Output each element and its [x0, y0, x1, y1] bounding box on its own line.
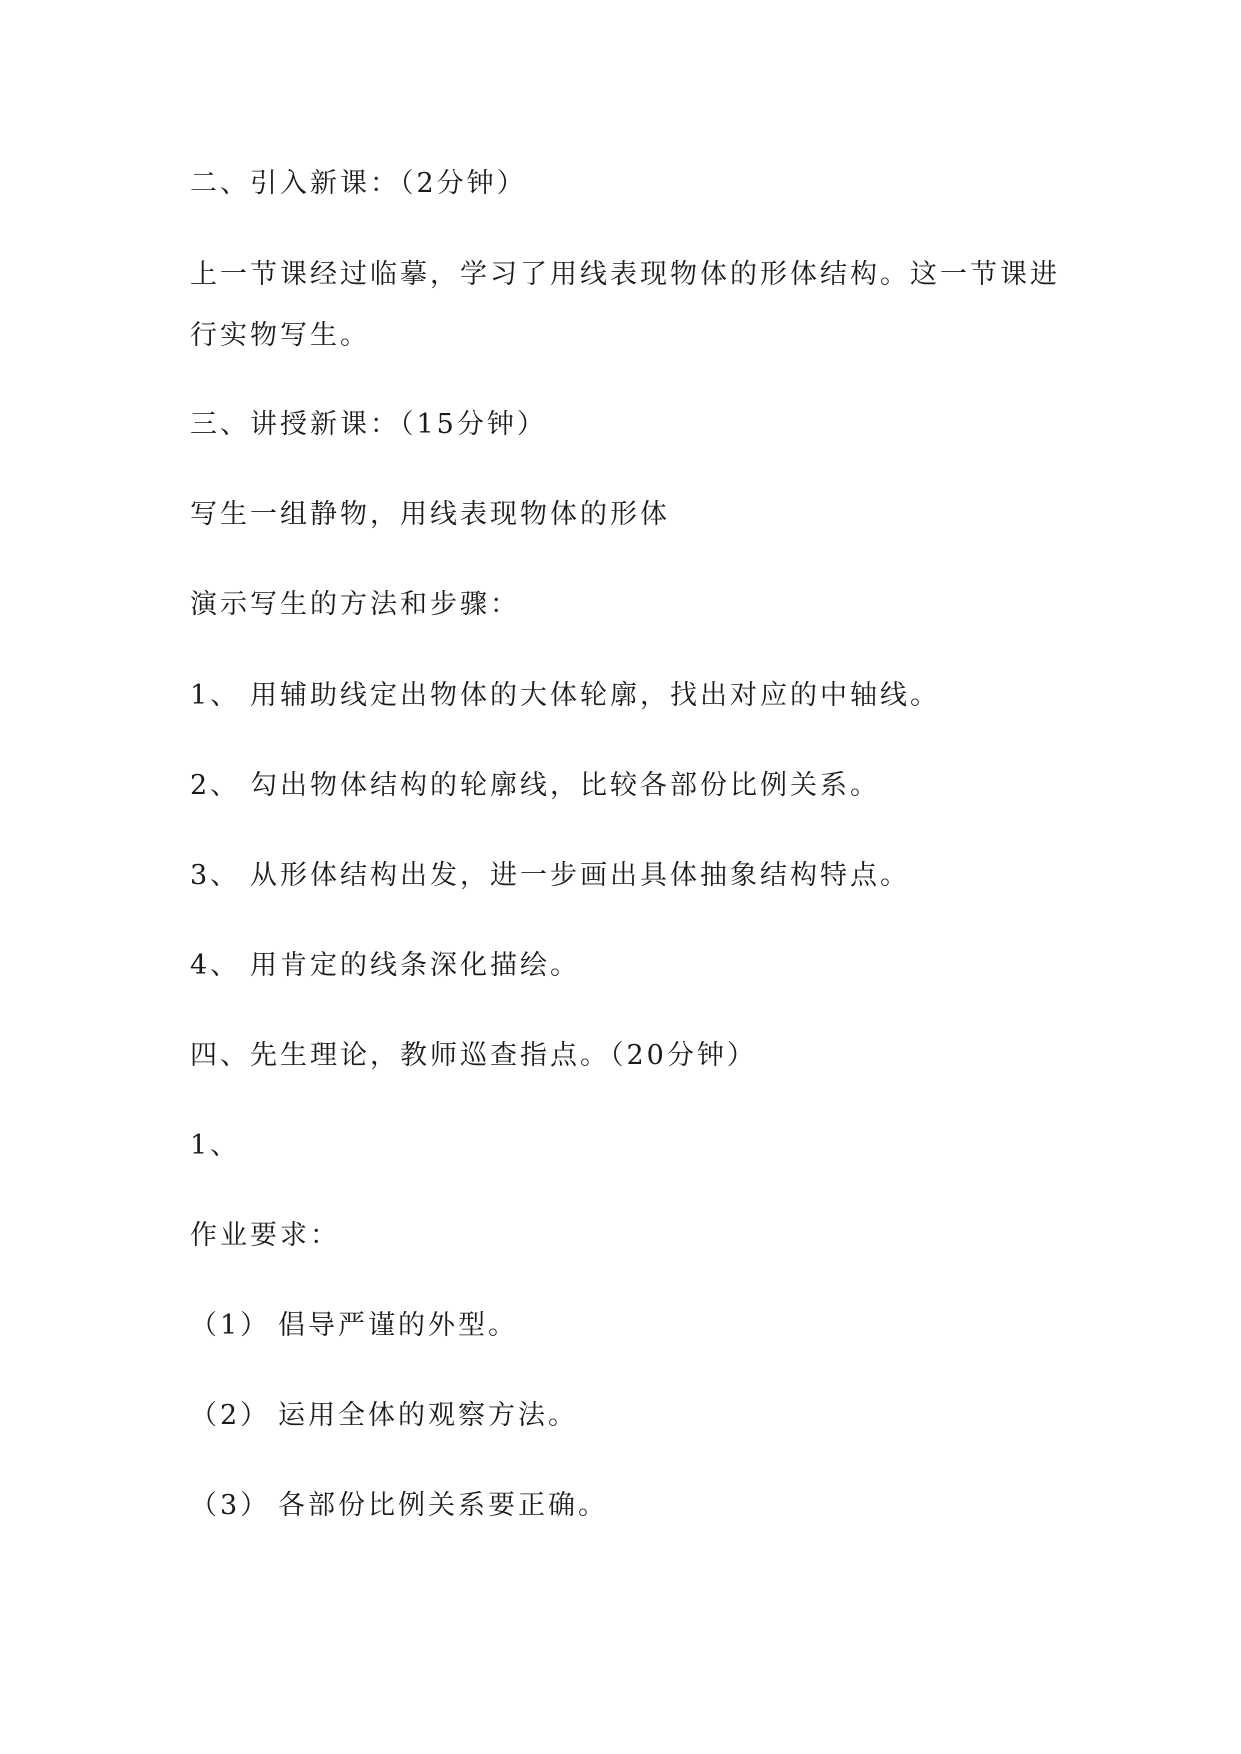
step-number: 4、	[190, 950, 241, 981]
requirement-item	[190, 1398, 578, 1434]
section-heading-practice: 四、先生理论，教师巡查指点。（20分钟）	[190, 1040, 757, 1071]
step-item	[190, 948, 580, 984]
requirement-number: （3）	[190, 1490, 271, 1521]
step-number: 2、	[190, 770, 241, 801]
list-marker: 1、	[190, 1130, 241, 1161]
section-heading-introduce: 二、引入新课：（2分钟）	[190, 168, 527, 199]
section-heading-teach: 三、讲授新课：（15分钟）	[190, 409, 547, 440]
step-item	[190, 858, 910, 894]
step-text: 用肯定的线条深化描绘。	[250, 950, 580, 981]
requirement-text: 各部份比例关系要正确。	[278, 1490, 608, 1521]
requirement-number: （1）	[190, 1310, 271, 1341]
paragraph-line: 上一节课经过临摹，学习了用线表现物体的形体结构。这一节课进	[190, 259, 1060, 290]
homework-heading: 作业要求：	[190, 1220, 340, 1251]
requirement-text: 倡导严谨的外型。	[278, 1310, 518, 1341]
requirement-item	[190, 1488, 608, 1524]
step-number: 3、	[190, 860, 241, 891]
paragraph-line: 演示写生的方法和步骤：	[190, 589, 520, 620]
requirement-text: 运用全体的观察方法。	[278, 1400, 578, 1431]
step-text: 用辅助线定出物体的大体轮廓，找出对应的中轴线。	[250, 680, 940, 711]
step-text: 从形体结构出发，进一步画出具体抽象结构特点。	[250, 860, 910, 891]
step-item	[190, 768, 880, 804]
requirement-number: （2）	[190, 1400, 271, 1431]
step-number: 1、	[190, 680, 241, 711]
paragraph-line: 写生一组静物，用线表现物体的形体	[190, 499, 670, 530]
step-item	[190, 678, 940, 714]
paragraph-line: 行实物写生。	[190, 320, 370, 351]
step-text: 勾出物体结构的轮廓线，比较各部份比例关系。	[250, 770, 880, 801]
requirement-item	[190, 1308, 518, 1344]
